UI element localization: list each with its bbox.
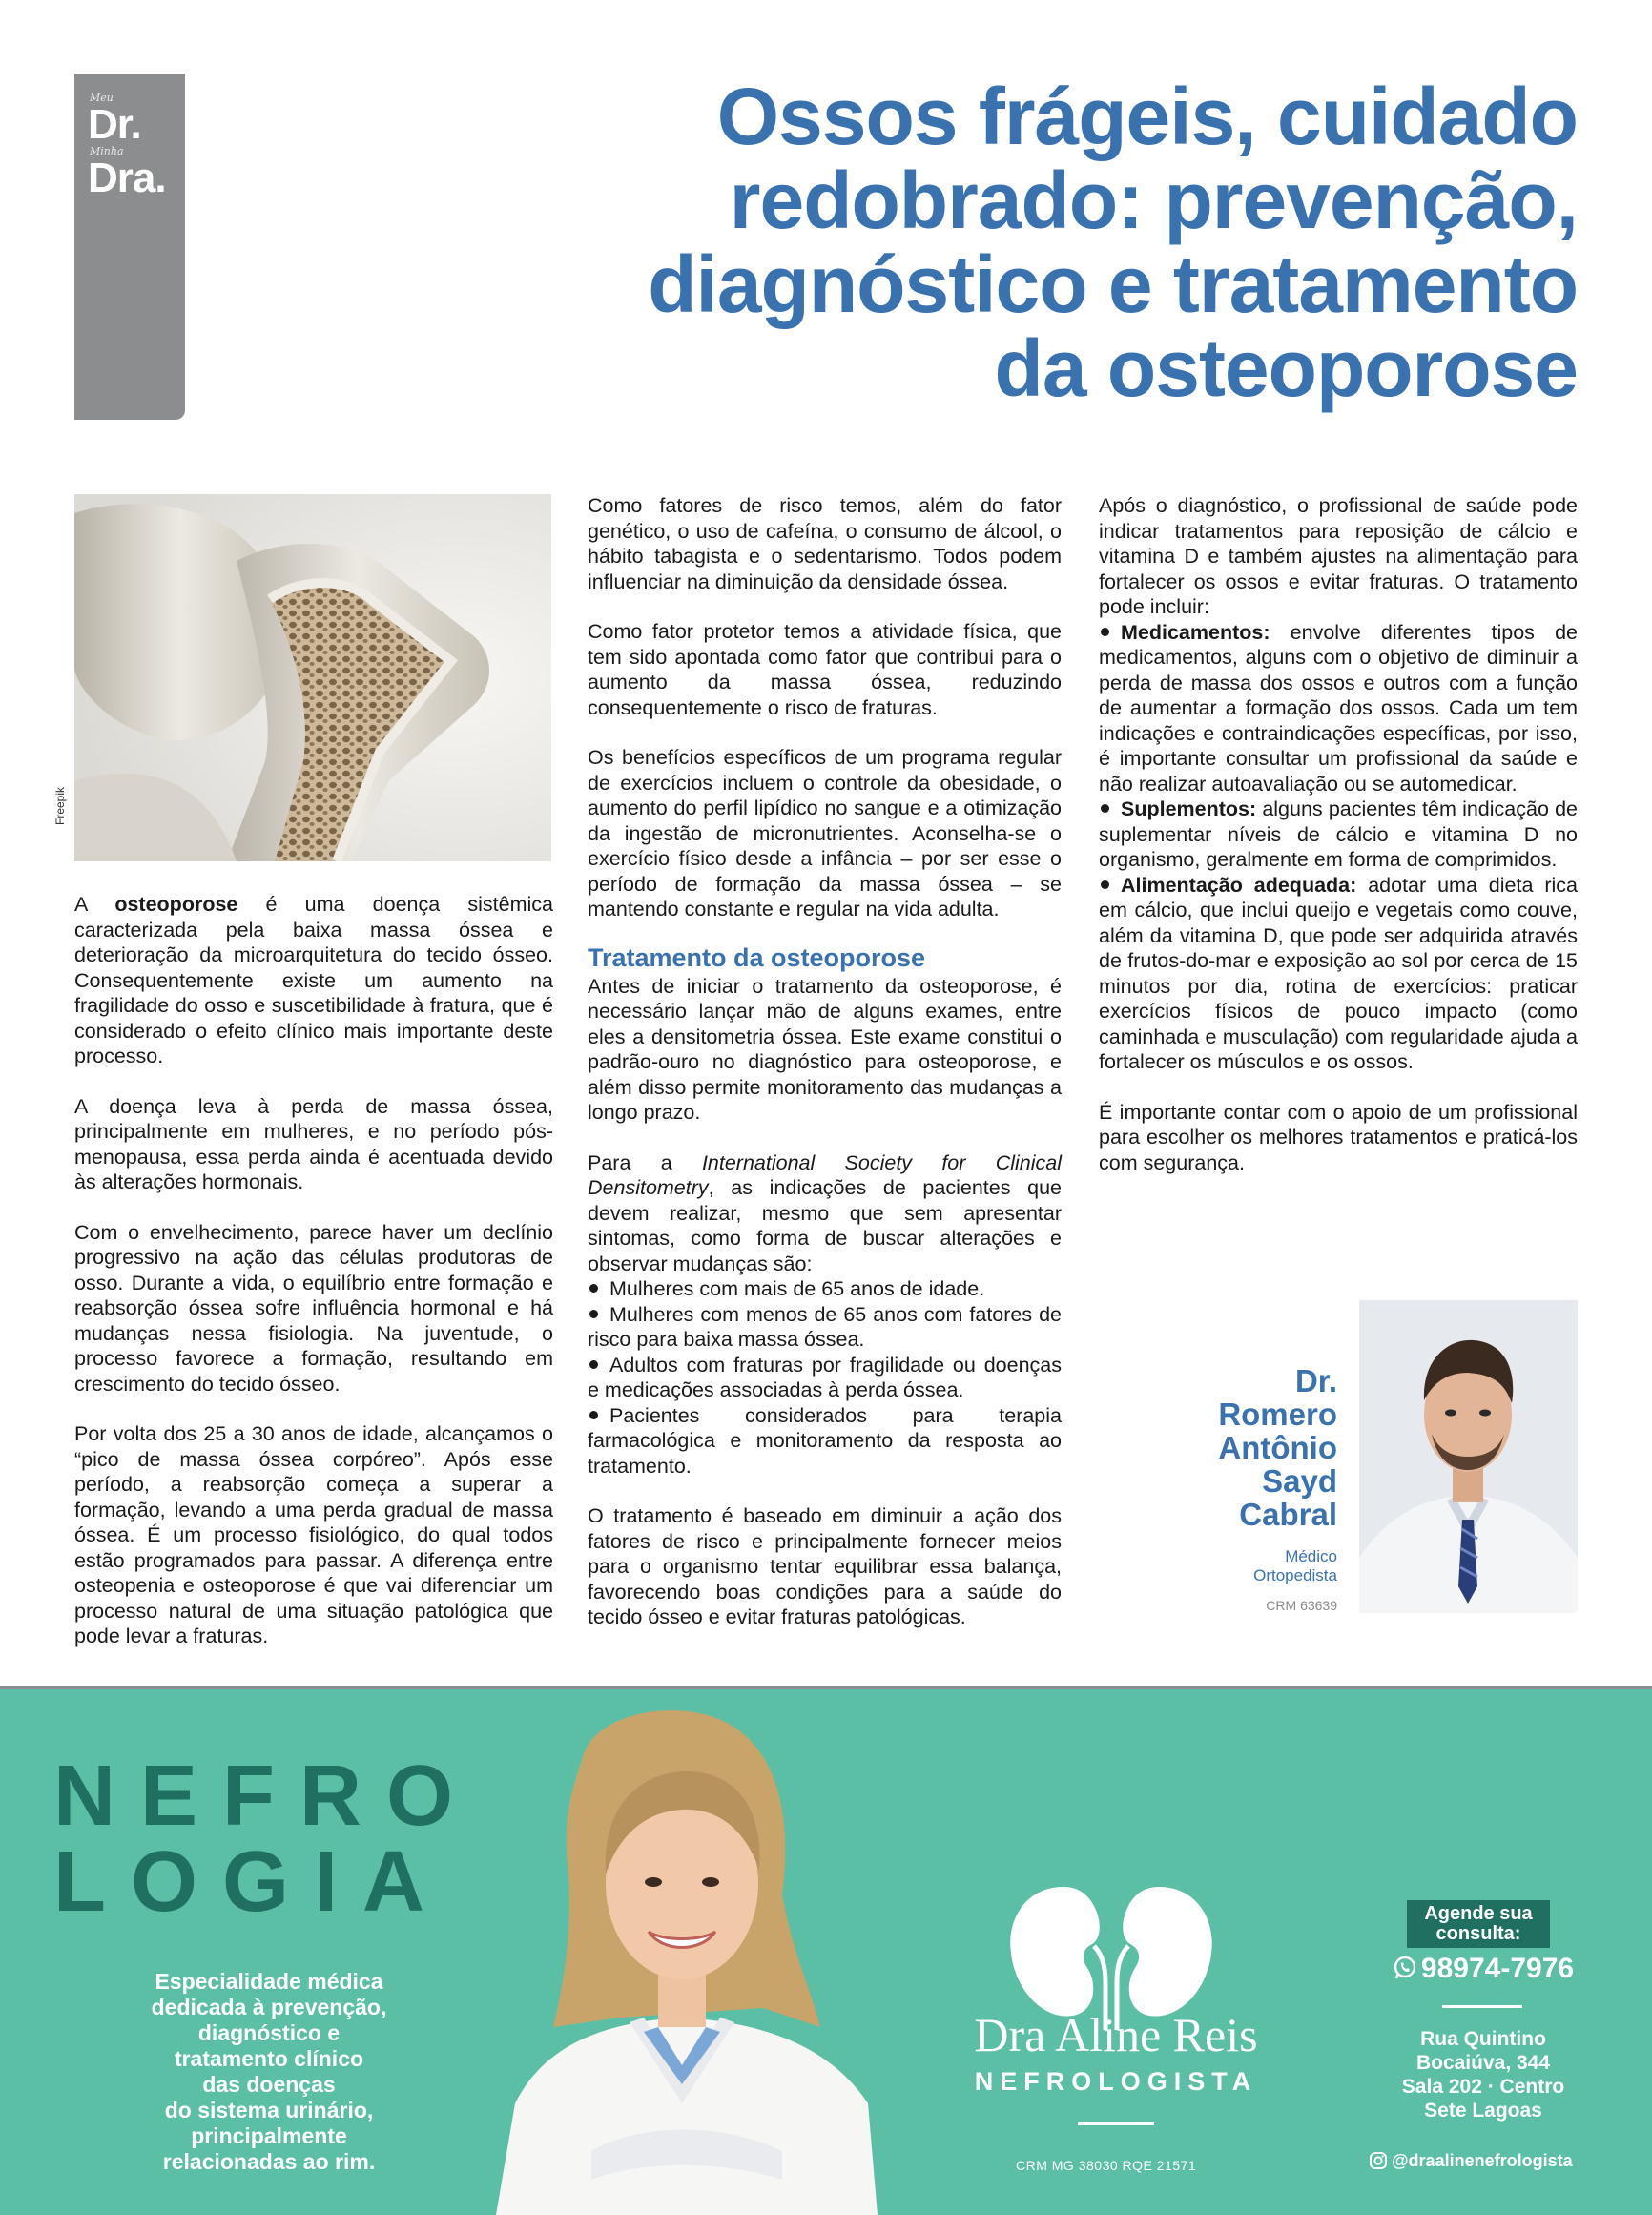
list-item-text: Pacientes considerados para terapia farmacológica e monitoramento da resposta ao tratamento.: [588, 1403, 1062, 1478]
address-line: Bocaiúva, 344: [1415, 2052, 1551, 2074]
ad-title-line-1: NEFRO: [53, 1749, 478, 1844]
ad-brand-subtitle: NEFROLOGISTA: [974, 2067, 1258, 2096]
paragraph: Como fatores de risco temos, além do fator genético, o uso de cafeína, o consumo de álcool, o hábito tabagista e o sedentarismo. Todos podem influenciar na diminuição da densidade óssea.: [588, 494, 1062, 593]
address-line: Rua Quintino: [1420, 2028, 1546, 2050]
ad-title-line-2: LOGIA: [53, 1834, 449, 1930]
list-item: [588, 1302, 1062, 1353]
schedule-label: [1407, 1900, 1550, 1948]
ad-brand-name: Dra Aline Reis: [974, 2008, 1258, 2061]
divider: [1078, 2122, 1154, 2125]
list-item-label: Suplementos:: [1121, 797, 1257, 820]
schedule-label-line: Agende sua: [1424, 1903, 1533, 1924]
magazine-section-badge: [74, 74, 185, 420]
author-name-line: Romero: [1218, 1397, 1337, 1432]
advertiser-photo: [477, 1703, 897, 2215]
paragraph: O tratamento é baseado em diminuir a ação dos fatores de risco e principalmente fornecer meios para o organismo tentar equilibrar essa balança, favorecendo boas condições para a saúde do tecido ósseo e evitar fraturas patológicas.: [588, 1504, 1062, 1628]
ad-description-line: das doenças: [202, 2072, 336, 2097]
ad-description-line: diagnóstico e: [197, 2020, 341, 2045]
list-item-text: Adultos com fraturas por fragilidade ou doenças e medicações associadas à perda óssea.: [588, 1353, 1062, 1401]
ad-description-line: dedicada à prevenção,: [151, 1995, 387, 2019]
paragraph: [74, 892, 553, 1069]
ad-description-line: do sistema urinário,: [164, 2098, 374, 2122]
ad-description-line: tratamento clínico: [174, 2046, 364, 2071]
author-crm: CRM 63639: [1266, 1598, 1337, 1613]
author-role: [1146, 1547, 1337, 1585]
keyword: osteoporose: [114, 893, 238, 916]
instagram-handle[interactable]: [1369, 2151, 1617, 2171]
badge-dra: Dra.: [88, 155, 166, 201]
list-item-label: Alimentação adequada:: [1121, 873, 1357, 897]
author-name-line: Antônio: [1218, 1430, 1337, 1465]
list-item: [1099, 620, 1578, 797]
author-name-line: Cabral: [1239, 1497, 1337, 1532]
paragraph: É importante contar com o apoio de um profissional para escolher os melhores tratamentos e praticá-los com segurança.: [1099, 1100, 1578, 1174]
headline-line: diagnóstico e tratamento: [648, 239, 1578, 329]
address-line: Sala 202 · Centro: [1401, 2076, 1565, 2098]
ad-description-line: Especialidade médica: [155, 1969, 383, 1994]
list-item-text: adotar uma dieta rica em cálcio, que inclui queijo e vegetais como couve, além da vitamina D, que pode ser adquirida através de frutos-do-mar e exposição ao sol por cerca de 15 minutos por dia, rotina de exercícios: praticar exercícios físicos de pouco impacto (como caminhada e musculação) com regularidade ajuda a fortalecer os músculos e os ossos.: [1099, 873, 1578, 1073]
list-item: [588, 1353, 1062, 1403]
text: Para a: [588, 1150, 702, 1174]
author-name-line: Dr.: [1294, 1363, 1337, 1398]
instagram-icon: [1369, 2151, 1388, 2170]
kidney-logo-icon: [1006, 1877, 1216, 2030]
list-item-label: Medicamentos:: [1121, 620, 1270, 644]
article-headline: [338, 72, 1578, 413]
instagram-handle-text: @draalinenefrologista: [1392, 2151, 1573, 2170]
org-name: International Society for Clinical Densitometry: [588, 1150, 1062, 1199]
image-credit: Freepik: [53, 786, 67, 825]
list-item: [1099, 797, 1578, 873]
list-item-text: alguns pacientes têm indicação de suplementar níveis de cálcio e vitamina D no organismo, geralmente em forma de comprimidos.: [1099, 797, 1578, 871]
author-photo: [1359, 1300, 1578, 1613]
ad-crm: CRM MG 38030 RQE 21571: [1016, 2158, 1197, 2173]
phone-number[interactable]: [1373, 1953, 1593, 1985]
ad-description: [107, 1969, 431, 2175]
paragraph: Os benefícios específicos de um programa regular de exercícios incluem o controle da obesidade, o aumento do perfil lipídico no sangue e a otimização da ingestão de micronutrientes. Aconselha-se o exercício físico desde a infância – por ser esse o período de formação da massa óssea – se mantendo constante e regular na vida adulta.: [588, 746, 1062, 921]
section-heading: Tratamento da osteoporose: [588, 942, 926, 972]
text: , as indicações de pacientes que devem realizar, mesmo que sem apresentar sintomas, como forma de buscar alterações e observar mudanças são:: [588, 1176, 1062, 1275]
article-column-3: [1099, 493, 1578, 1200]
badge-script-1: Meu: [90, 92, 114, 104]
address-line: Sete Lagoas: [1424, 2100, 1542, 2122]
whatsapp-icon: [1393, 1956, 1417, 1980]
headline-line: Ossos frágeis, cuidado: [716, 72, 1578, 161]
author-name: [1089, 1364, 1337, 1531]
phone-number-text: 98974-7976: [1420, 1953, 1575, 1984]
list-item: [588, 1276, 1062, 1302]
paragraph: Com o envelhecimento, parece haver um declínio progressivo na ação das células produtoras de osso. Durante a vida, o equilíbrio entre formação e reabsorção óssea sofre influência hormonal e há mudanças nessa fisiologia. Na juventude, o processo favorece a formação, resultando em crescimento do tecido ósseo.: [74, 1220, 553, 1396]
text: é uma doença sistêmica caracterizada pela baixa massa óssea e deterioração da microarquitetura do tecido ósseo. Consequentemente existe um aumento na fragilidade do osso e suscetibilidade à fratura, que é considerado o efeito clínico mais importante deste processo.: [74, 893, 553, 1067]
paragraph: Antes de iniciar o tratamento da osteoporose, é necessário lançar mão de alguns exames, entre eles a densitometria óssea. Este exame constitui o padrão-ouro no diagnóstico para osteoporose, e além disso permite monitoramento das mudanças a longo prazo.: [588, 974, 1062, 1124]
ad-address: [1373, 2027, 1593, 2122]
paragraph: [588, 1150, 1062, 1277]
headline-line: redobrado: prevenção,: [729, 155, 1578, 245]
author-role-line: Médico: [1285, 1547, 1337, 1565]
list-item: [588, 1403, 1062, 1480]
text: A: [74, 893, 115, 916]
article-column-2: [588, 493, 1062, 1655]
paragraph: Como fator protetor temos a atividade física, que tem sido apontada como fator que contribui para o aumento da massa óssea, reduzindo consequentemente o risco de fraturas.: [588, 620, 1062, 719]
list-item-text: envolve diferentes tipos de medicamentos, alguns com o objetivo de diminuir a perda de massa dos ossos e outros com a função de aumentar a formação dos ossos. Cada um tem indicações e contraindicações específicas, por isso, é importante consultar um profissional da saúde e não realizar autoavaliação ou se automedicar.: [1099, 620, 1578, 796]
author-name-line: Sayd: [1262, 1463, 1337, 1499]
ad-description-line: principalmente: [191, 2123, 347, 2148]
headline-line: da osteoporose: [994, 323, 1578, 413]
author-role-line: Ortopedista: [1253, 1566, 1337, 1584]
list-item-text: Mulheres com mais de 65 anos de idade.: [609, 1277, 985, 1300]
article-column-1: [74, 892, 553, 1674]
list-item: [1099, 873, 1578, 1075]
paragraph: Após o diagnóstico, o profissional de saúde pode indicar tratamentos para reposição de cálcio e vitamina D e também ajustes na alimentação para fortalecer os ossos e evitar fraturas. O tratamento pode incluir:: [1099, 494, 1578, 618]
badge-dr: Dr.: [88, 101, 141, 148]
schedule-label-line: consulta:: [1435, 1923, 1521, 1944]
osteoporosis-bone-image: [74, 494, 551, 861]
ad-description-line: relacionadas ao rim.: [162, 2149, 376, 2174]
paragraph: A doença leva à perda de massa óssea, principalmente em mulheres, e no período pós-menopausa, essa perda ainda é acentuada devido às alterações hormonais.: [74, 1094, 553, 1193]
badge-script-2: Minha: [90, 145, 124, 157]
list-item-text: Mulheres com menos de 65 anos com fatores de risco para baixa massa óssea.: [588, 1302, 1062, 1351]
paragraph: Por volta dos 25 a 30 anos de idade, alcançamos o “pico de massa óssea corpóreo”. Após esse período, a reabsorção começa a superar a formação, levando a uma perda gradual de massa óssea. É um processo fisiológico, do qual todos estão programados para passar. A diferença entre osteopenia e osteoporose é que vai diferenciar um processo natural de uma situação patológica que pode levar a fraturas.: [74, 1422, 553, 1647]
divider: [1442, 2005, 1522, 2008]
